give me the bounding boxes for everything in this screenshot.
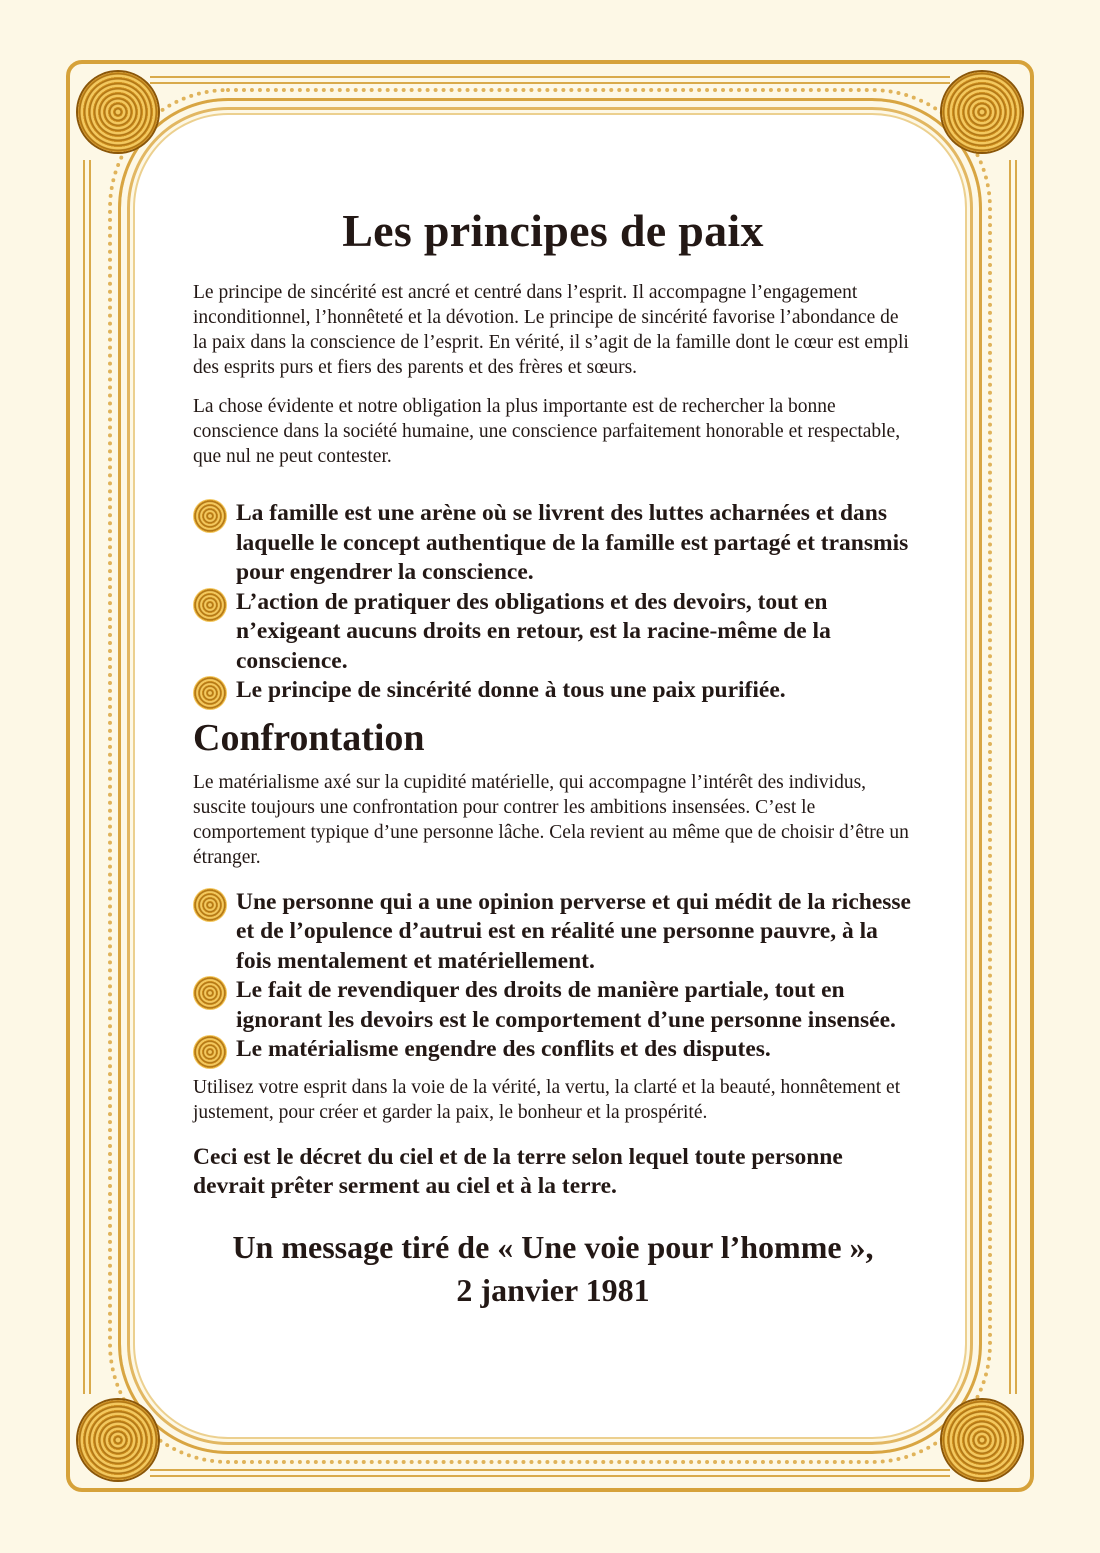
frame-line-right (1009, 160, 1017, 1394)
bullet-text: Le matérialisme engendre des conflits et des disputes. (236, 1036, 771, 1062)
gold-medallion-icon (942, 1400, 1022, 1480)
decree-text: Ceci est le décret du ciel et de la terre selon lequel toute personne devrait prêter serment au ciel et à la terre. (193, 1143, 843, 1199)
signature-source: Un message tiré de « Une voie pour l’homme », (232, 1228, 874, 1265)
gold-bullet-icon (193, 976, 227, 1010)
frame-line-left (83, 160, 91, 1394)
list-item (193, 676, 913, 706)
bullet-text: Le principe de sincérité donne à tous une paix purifiée. (236, 677, 786, 703)
gold-medallion-icon (78, 1400, 158, 1480)
document-body (193, 196, 913, 1312)
frame-line-top (150, 76, 950, 84)
bullet-list (193, 888, 913, 1065)
list-item (193, 888, 913, 977)
gold-medallion-icon (78, 72, 158, 152)
list-item (193, 588, 913, 677)
bullet-text: La famille est une arène où se livrent des luttes acharnées et dans laquelle le concept authentique de la famille est partagé et transmis pour engendrer la conscience. (236, 500, 909, 585)
gold-bullet-icon (193, 676, 227, 710)
bullet-text: Une personne qui a une opinion perverse et qui médit de la richesse et de l’opulence d’autrui est en réalité une personne pauvre, à la fois mentalement et matériellement. (236, 888, 911, 974)
gold-bullet-icon (193, 588, 227, 622)
intro-paragraph: Le principe de sincérité est ancré et centré dans l’esprit. Il accompagne l’engagement inconditionnel, l’honnêteté et la dévotion. Le principe de sincérité favorise l’abondance de la paix dans la conscience de l’esprit. En vérité, il s’agit de la famille dont le cœur est empli des esprits purs et fiers des parents et des frères et sœurs. (193, 282, 909, 378)
section-paragraph: Le matérialisme axé sur la cupidité matérielle, qui accompagne l’intérêt des individus, suscite toujours une confrontation pour contrer les ambitions insensées. C’est le comportement typique d’une personne lâche. Cela revient au même que de choisir d’être un étranger. (193, 771, 909, 868)
frame-line-bottom (150, 1469, 950, 1477)
list-item (193, 1035, 913, 1065)
signature (193, 1226, 913, 1312)
list-item (193, 976, 913, 1035)
gold-bullet-icon (193, 888, 227, 922)
gold-medallion-icon (942, 72, 1022, 152)
section-heading: Confrontation (193, 716, 425, 759)
closing-paragraph: Utilisez votre esprit dans la voie de la vérité, la vertu, la clarté et la beauté, honnêtement et justement, pour créer et garder la paix, le bonheur et la prospérité. (193, 1076, 901, 1123)
page-title: Les principes de paix (342, 205, 764, 256)
bullet-list (193, 499, 913, 706)
bullet-text: L’action de pratiquer des obligations et des devoirs, tout en n’exigeant aucuns droits en retour, est la racine-même de la conscience. (236, 588, 831, 674)
intro-paragraph: La chose évidente et notre obligation la plus importante est de rechercher la bonne conscience dans la société humaine, une conscience parfaitement honorable et respectable, que nul ne peut contester. (193, 396, 901, 467)
signature-date: 2 janvier 1981 (456, 1271, 650, 1308)
bullet-text: Le fait de revendiquer des droits de manière partiale, tout en ignorant les devoirs est le comportement d’une personne insensée. (236, 977, 896, 1033)
gold-bullet-icon (193, 499, 227, 533)
list-item (193, 499, 913, 588)
gold-bullet-icon (193, 1035, 227, 1069)
